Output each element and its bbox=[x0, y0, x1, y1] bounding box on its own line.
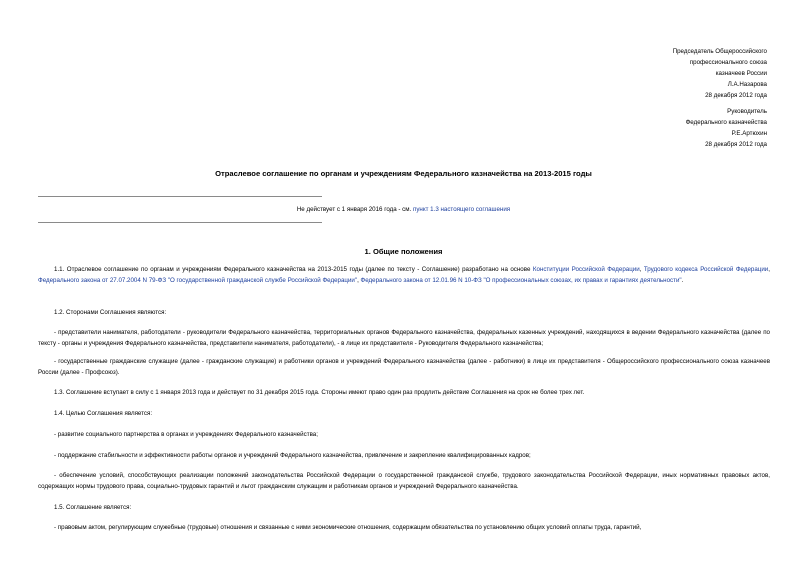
link-law-10fz[interactable]: Федерального закона от 12.01.96 N 10-ФЗ "О профессиональных союзах, их правах и гарантиях деятельности" bbox=[360, 276, 682, 284]
divider bbox=[38, 222, 322, 223]
paragraph-goal-2 bbox=[38, 451, 770, 462]
link-constitution[interactable]: Конституции Российской Федерации bbox=[532, 266, 640, 273]
signature-line: казначеев России bbox=[715, 70, 767, 77]
notice-text: Не действует с 1 января 2016 года - см. bbox=[296, 206, 413, 213]
paragraph-employers bbox=[38, 328, 770, 349]
signature-line: Руководитель bbox=[727, 108, 767, 115]
paragraph-text: - правовым актом, регулирующим служебные (трудовые) отношения и связанные с ними экономические отношения, содержащим обязательства по установлению общих условий оплаты труда, гарантий, bbox=[54, 524, 642, 531]
signature-line: Федерального казначейства bbox=[685, 119, 767, 126]
paragraph-text: - поддержание стабильности и эффективности работы органов и учреждений Федерального казначейства, привлечение и закрепление квалифицированных кадров; bbox=[54, 452, 531, 459]
document-title: Отраслевое соглашение по органам и учреждениям Федерального казначейства на 2013-2015 годы bbox=[215, 169, 592, 178]
signature-line: Председатель Общероссийского bbox=[672, 48, 767, 55]
link-law-79fz[interactable]: Федерального закона от 27.07.2004 N 79-ФЗ "О государственной гражданской службе Российской Федерации" bbox=[38, 276, 358, 284]
separator: , bbox=[639, 266, 644, 273]
paragraph-text: 1.2. Сторонами Соглашения являются: bbox=[54, 309, 167, 316]
paragraph-goal-1 bbox=[38, 430, 770, 441]
paragraph-1-3 bbox=[38, 388, 770, 399]
validity-notice bbox=[0, 206, 807, 215]
link-labor-code[interactable]: Трудового кодекса Российской Федерации bbox=[643, 266, 769, 273]
paragraph-text: - развитие социального партнерства в органах и учреждениях Федерального казначейства; bbox=[54, 431, 318, 438]
signature-line: Л.А.Назарова bbox=[727, 81, 767, 88]
paragraph-text: - государственные гражданские служащие (далее - гражданские служащие) и работники органов и учреждений Федерального казначейства (далее - работники) в лице их представителя - Общероссийского профессионального союза казначеев России (далее - Профсоюз). bbox=[38, 358, 770, 376]
paragraph-1-4 bbox=[38, 409, 770, 420]
paragraph-text: 1.4. Целью Соглашения является: bbox=[54, 410, 153, 417]
notice-link[interactable]: пункт 1.3 настоящего соглашения bbox=[412, 206, 511, 213]
separator: . bbox=[681, 276, 684, 284]
paragraph-text: - представители нанимателя, работодатели - руководители Федерального казначейства, территориальных органов Федерального казначейства, федеральных казенных учреждений, находящихся в ведении Федерального казначейства (далее по тексту - органы и учреждения Федерального казначейства, представители нанимателя, работодатели), - в лице их представителя - Руководителя Федерального казначейства; bbox=[38, 329, 770, 347]
paragraph-text: 1.1. Отраслевое соглашение по органам и учреждениям Федерального казначейства на 2013-2015 годы (далее по тексту - Соглашение) разработано на основе bbox=[54, 266, 533, 273]
paragraph-1-5 bbox=[38, 503, 770, 514]
signature-line: 28 декабря 2012 года bbox=[705, 141, 767, 148]
paragraph-text: - обеспечение условий, способствующих реализации положений законодательства Российской Федерации о государственной гражданской службе, трудового законодательства Российской Федерации, иных нормативных правовых актов, содержащих нормы трудового права, социально-трудовых гарантий и льгот гражданским служащим и работникам органов и учреждений Федерального казначейства. bbox=[38, 472, 770, 490]
signature-line: Р.Е.Артюхин bbox=[731, 130, 767, 137]
signature-line: 28 декабря 2012 года bbox=[705, 92, 767, 99]
paragraph-text: 1.5. Соглашение является: bbox=[54, 504, 132, 511]
paragraph-goal-3 bbox=[38, 471, 770, 492]
paragraph-legal-act bbox=[38, 523, 770, 534]
section-title: 1. Общие положения bbox=[364, 247, 443, 256]
signature-block-union bbox=[673, 46, 767, 101]
signature-block-treasury bbox=[686, 106, 767, 150]
separator: , bbox=[768, 266, 770, 273]
paragraph-text: 1.3. Соглашение вступает в силу с 1 января 2013 года и действует по 31 декабря 2015 года. Стороны имеют право один раз продлить действие Соглашения на срок не более трех лет. bbox=[54, 389, 585, 396]
paragraph-1-2 bbox=[38, 308, 770, 319]
divider bbox=[38, 196, 322, 197]
paragraph-1-1 bbox=[38, 265, 770, 286]
paragraph-employees bbox=[38, 357, 770, 378]
signature-line: профессионального союза bbox=[689, 59, 767, 66]
separator: , bbox=[357, 276, 361, 284]
